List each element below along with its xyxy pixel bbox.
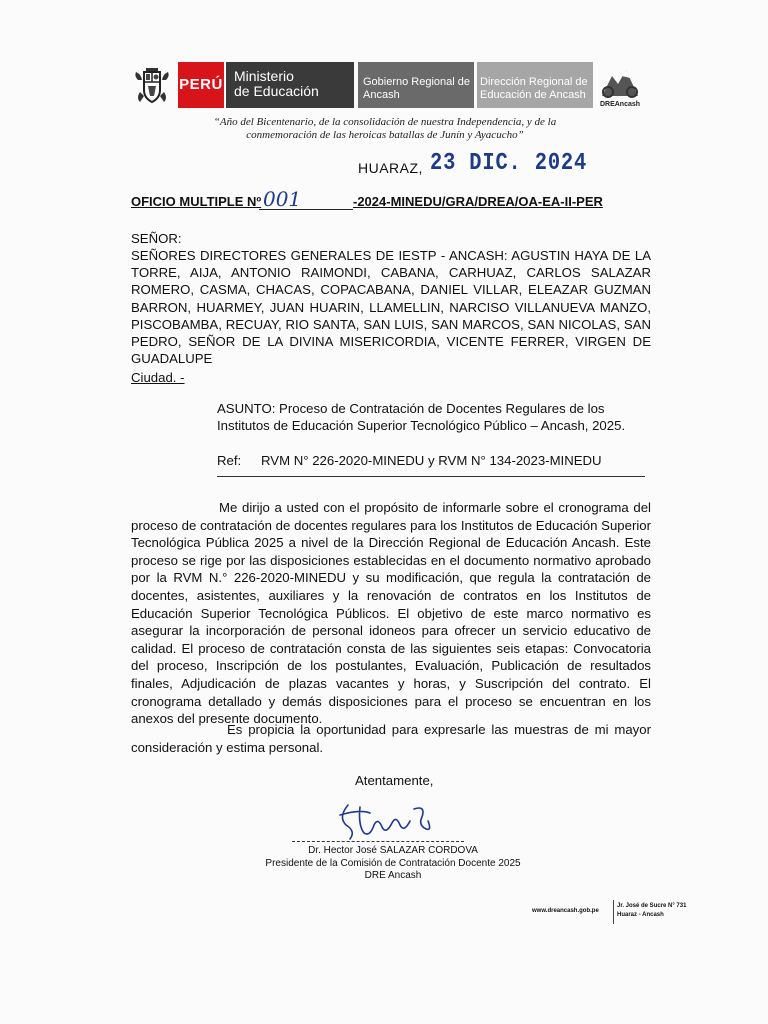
signer xyxy=(248,845,538,883)
signer-org: DRE Ancash xyxy=(364,870,422,881)
subject: ASUNTO: Proceso de Contratación de Docentes Regulares de los Institutos de Educación Superior Tecnológico Público – Ancash, 2025. xyxy=(217,401,626,433)
regional-government-block xyxy=(358,62,474,108)
regional-dir-line1: Dirección Regional de xyxy=(480,76,588,88)
sign-off: Atentamente, xyxy=(355,773,434,788)
footer-website: www.dreancash.gob.pe xyxy=(532,908,599,914)
document-number xyxy=(131,187,603,214)
place: HUARAZ, xyxy=(358,160,423,176)
ref-divider xyxy=(217,476,645,477)
ministry-line1: Ministerio xyxy=(234,68,294,84)
footer-address xyxy=(617,902,686,920)
footer-address-line1: Jr. José de Sucre N° 731 xyxy=(617,903,687,909)
oficio-number-underline xyxy=(259,209,353,210)
oficio-label: OFICIO MULTIPLE Nº xyxy=(131,194,262,209)
regional-gov-line2: Ancash xyxy=(363,89,400,101)
city-line: Ciudad. - xyxy=(131,370,185,385)
signer-name: Dr. Hector José SALAZAR CORDOVA xyxy=(308,845,478,856)
regional-directorate-block xyxy=(477,62,593,108)
handwritten-signature xyxy=(330,795,440,843)
addressee-list: SEÑORES DIRECTORES GENERALES DE IESTP - ANCASH: AGUSTIN HAYA DE LA TORRE, AIJA, ANTONIO RAIMONDI, CABANA, CARHUAZ, CARLOS SALAZAR ROMERO, CASMA, CHACAS, COPACABANA, DANIEL VILLAR, ELEAZAR GUZMAN BARRON, HUARMEY, JUAN HUARIN, LLAMELLIN, NARCISO VILLANUEVA MANZO, PISCOBAMBA, RECUAY, RIO SANTA, SAN LUIS, SAN MARCOS, SAN NICOLAS, SAN PEDRO, SEÑOR DE LA DIVINA MISERICORDIA, VICENTE FERRER, VIRGEN DE GUADALUPE xyxy=(131,248,651,367)
footer-divider xyxy=(613,900,614,924)
footer-address-line2: Huaraz - Ancash xyxy=(617,912,664,918)
peru-coat-of-arms-icon xyxy=(132,66,172,106)
letterhead xyxy=(132,62,644,110)
salutation: SEÑOR: xyxy=(131,231,182,246)
closing-paragraph: Es propicia la oportunidad para expresarle las muestras de mi mayor consideración y estima personal. xyxy=(131,722,651,755)
drea-logo-text: DREAncash xyxy=(599,101,641,108)
ministry-block xyxy=(226,62,354,108)
motto-line2: conmemoración de las heroicas batallas de Junín y Ayacucho” xyxy=(246,129,524,141)
ministry-line2: de Educación xyxy=(234,83,319,99)
footer xyxy=(532,900,702,926)
year-motto xyxy=(180,116,590,142)
date-stamp: 23 DIC. 2024 xyxy=(430,150,588,177)
body-paragraph: Me dirijo a usted con el propósito de informarle sobre el cronograma del proceso de contratación de docentes regulares para los Institutos de Educación Superior Tecnológica Pública 2025 a nivel de la Dirección Regional de Educación Ancash. Este proceso se rige por las disposiciones establecidas en el documento normativo aprobado por la RVM N.° 226-2020-MINEDU y su modificación, que regula la contratación de docentes, asistentes, auxiliares y la renovación de contratos en los Institutos de Educación Superior Tecnológica Públicos. El objetivo de este marco normativo es asegurar la incorporación de personal idoneos para ofrecer un servicio educativo de calidad. El proceso de contratación consta de las siguientes seis etapas: Convocatoria del proceso, Inscripción de los postulantes, Evaluación, Publicación de resultados finales, Adjudicación de plazas vacantes y horas, y Suscripción del contrato. El cronograma detallado y demás disposiciones para el proceso se encuentran en los anexos del presente documento. xyxy=(131,500,651,727)
regional-gov-line1: Gobierno Regional de xyxy=(363,76,471,88)
peru-label: PERÚ xyxy=(178,62,224,108)
oficio-suffix: -2024-MINEDU/GRA/DREA/OA-EA-II-PER xyxy=(353,194,603,209)
motto-line1: “Año del Bicentenario, de la consolidación de nuestra Independencia, y de la xyxy=(213,116,557,128)
drea-logo-icon xyxy=(596,62,644,110)
signature-line xyxy=(292,841,464,842)
oficio-number: 001 xyxy=(263,187,302,211)
signer-title: Presidente de la Comisión de Contratación Docente 2025 xyxy=(265,857,521,869)
regional-dir-line2: Educación de Ancash xyxy=(480,89,586,101)
ref-value: RVM N° 226-2020-MINEDU y RVM N° 134-2023-MINEDU xyxy=(261,453,602,468)
ref-label: Ref: xyxy=(217,453,242,468)
